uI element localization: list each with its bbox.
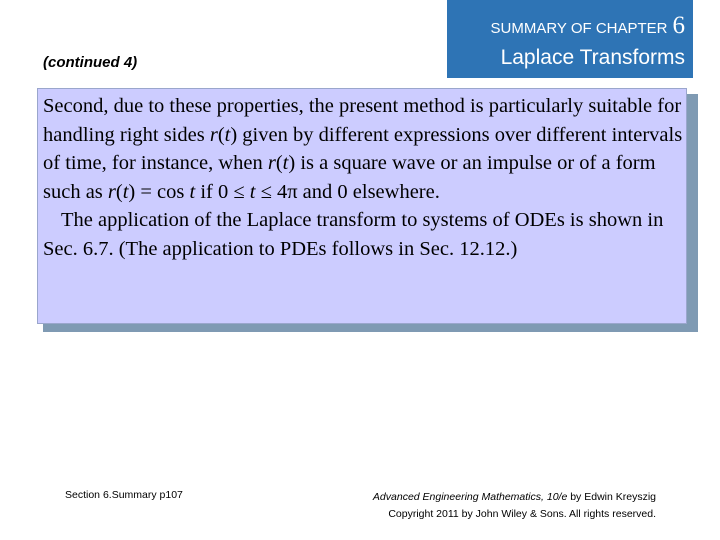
text-run: ( — [275, 152, 283, 174]
math-var-r: r — [107, 180, 116, 203]
text-run: ) given by different expressions over different intervals of time, for instance, when — [43, 123, 683, 174]
text-run: ( — [217, 123, 225, 146]
text-run: ) = cos — [128, 180, 190, 203]
math-var-t: t — [122, 180, 129, 203]
copyright-notice: Copyright 2011 by John Wiley & Sons. All rights reserved. — [388, 508, 656, 520]
text-run: The application of the Laplace transform to systems of ODEs is shown in Sec. 6.7. (The application to PDEs follows in Sec. 12.12.) — [43, 209, 664, 260]
continued-label: (continued 4) — [43, 54, 138, 71]
math-var-t: t — [224, 123, 231, 146]
math-var-t: t — [249, 180, 256, 203]
chapter-title: Laplace Transforms — [500, 46, 685, 69]
text-run: ≤ 4π and 0 elsewhere. — [255, 180, 440, 203]
math-var-t: t — [282, 152, 289, 174]
paragraph-properties — [43, 92, 686, 206]
book-author: by Edwin Kreyszig — [567, 491, 656, 503]
summary-label: SUMMARY OF CHAPTER — [490, 20, 668, 37]
footer-copyright-block — [373, 489, 656, 523]
chapter-summary-line — [491, 12, 685, 40]
text-run: if 0 ≤ — [195, 180, 250, 203]
summary-content-box — [37, 88, 687, 324]
text-run: ) is a square wave or an impulse or of a form such as — [43, 152, 656, 203]
chapter-header-banner — [447, 0, 693, 78]
paragraph-application — [43, 206, 686, 263]
math-var-r: r — [209, 123, 218, 146]
chapter-number: 6 — [672, 12, 685, 39]
footer-section-reference: Section 6.Summary p107 — [65, 489, 183, 501]
text-run: ( — [115, 180, 123, 203]
math-var-t: t — [189, 180, 196, 203]
book-citation — [373, 489, 656, 506]
book-title: Advanced Engineering Mathematics, 10/e — [372, 491, 568, 503]
math-var-r: r — [267, 152, 276, 174]
text-run: Second, due to these properties, the present method is particularly suitable for handling right sides — [43, 95, 682, 146]
